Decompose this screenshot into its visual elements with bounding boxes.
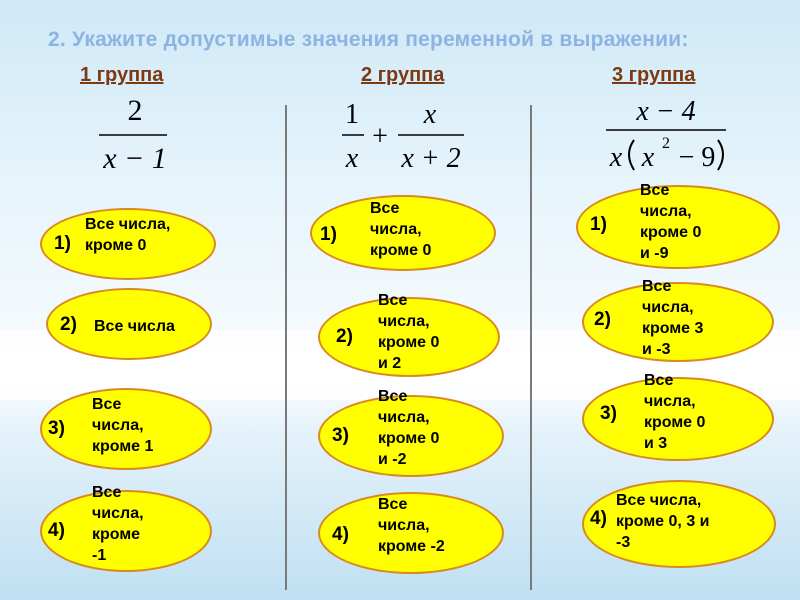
group-1-option-3-number: 3)	[48, 418, 65, 439]
column-divider-2	[530, 105, 532, 590]
group-2-option-4-number: 4)	[332, 524, 349, 545]
group-3-label: 3 группа	[612, 64, 696, 86]
formula-3-den-exp: 2	[662, 135, 670, 152]
column-divider-1	[285, 105, 287, 590]
task-title: 2. Укажите допустимые значения переменной в выражении:	[48, 28, 689, 51]
formula-2-term2-den: x + 2	[401, 143, 461, 174]
group-1-option-1-text: Все числа, кроме 0	[85, 216, 171, 254]
group-2-label: 2 группа	[361, 64, 445, 86]
group-2-option-1-text: Все числа, кроме 0	[370, 200, 432, 259]
group-1-option-2-number: 2)	[60, 314, 77, 335]
group-2-option-2-number: 2)	[336, 326, 353, 347]
formula-2-plus: +	[372, 121, 388, 152]
formula-3-numerator: x − 4	[636, 96, 696, 127]
group-1-option-3-text: Все числа, кроме 1	[92, 396, 154, 455]
group-3-option-4-text: Все числа, кроме 0, 3 и -3	[616, 492, 710, 551]
group-3-option-1-number: 1)	[590, 214, 607, 235]
formula-group-3	[600, 88, 740, 180]
group-2-option-3-number: 3)	[332, 425, 349, 446]
group-1-label: 1 группа	[80, 64, 164, 86]
group-3-option-2-text: Все числа, кроме 3 и -3	[642, 278, 704, 358]
group-2-option-2-text: Все числа, кроме 0 и 2	[378, 292, 440, 372]
group-2-option-3-text: Все числа, кроме 0 и -2	[378, 388, 440, 468]
formula-2-term1-num: 1	[345, 99, 359, 130]
formula-3-den-rest: − 9	[678, 142, 716, 173]
group-3-option-2-number: 2)	[594, 309, 611, 330]
group-1-option-4-number: 4)	[48, 520, 65, 541]
group-3-option-4-number: 4)	[590, 508, 607, 529]
formula-group-1	[95, 90, 175, 180]
group-1-option-4-text: Все числа, кроме -1	[92, 484, 144, 564]
group-3-option-1-text: Все числа, кроме 0 и -9	[640, 182, 702, 262]
formula-3-den-inner: x	[641, 142, 655, 173]
formula-3-den-x: x	[609, 142, 623, 173]
group-2-option-1-number: 1)	[320, 224, 337, 245]
formula-1-numerator: 2	[127, 94, 143, 127]
group-3-option-3-text: Все числа, кроме 0 и 3	[644, 372, 706, 452]
group-1-option-2-text: Все числа	[94, 318, 175, 335]
formula-group-2	[340, 95, 480, 180]
group-3-option-3-number: 3)	[600, 403, 617, 424]
group-1-option-1-number: 1)	[54, 233, 71, 254]
formula-1-denominator: x − 1	[103, 142, 167, 175]
formula-2-term2-num: x	[423, 99, 437, 130]
formula-2-term1-den: x	[345, 143, 359, 174]
group-2-option-4-text: Все числа, кроме -2	[378, 496, 445, 555]
